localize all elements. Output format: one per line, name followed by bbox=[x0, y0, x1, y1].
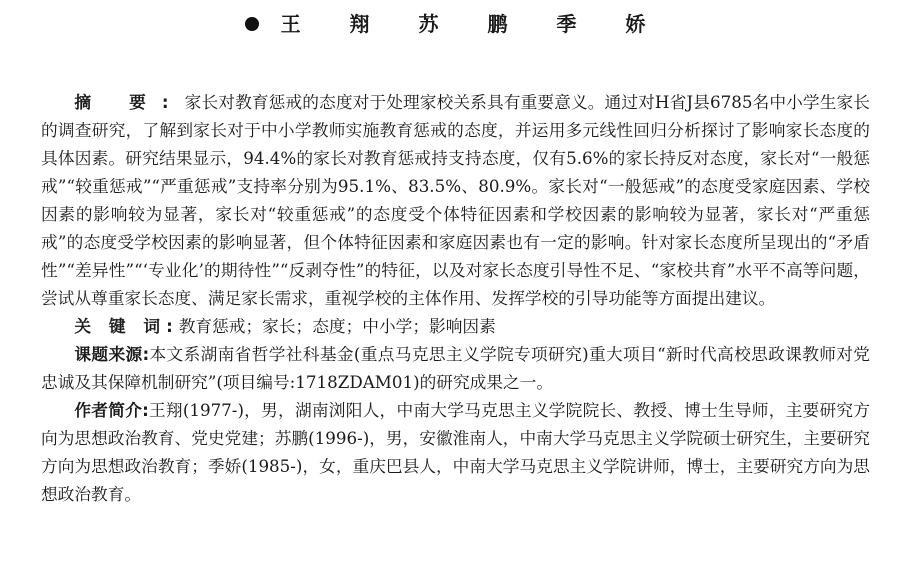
funding-paragraph bbox=[41, 340, 870, 396]
author-names: 王 翔 苏 鹏 季 娇 bbox=[280, 12, 667, 36]
article-front-matter bbox=[41, 88, 870, 508]
keywords-label: 关 键 词: bbox=[74, 316, 179, 336]
keywords-paragraph bbox=[41, 312, 870, 340]
author-bio-paragraph bbox=[41, 396, 870, 508]
author-bio-label: 作者简介: bbox=[74, 400, 149, 420]
funding-label: 课题来源: bbox=[74, 344, 150, 364]
funding-text: 本文系湖南省哲学社科基金(重点马克思主义学院专项研究)重大项目“新时代高校思政课教师对党忠诚及其保障机制研究”(项目编号:1718ZDAM01)的研究成果之一。 bbox=[41, 344, 870, 392]
author-line bbox=[0, 10, 911, 38]
abstract-label: 摘 要: bbox=[74, 92, 185, 112]
bullet-icon bbox=[245, 17, 259, 31]
abstract-text: 家长对教育惩戒的态度对于处理家校关系具有重要意义。通过对H省J县6785名中小学生家长的调查研究，了解到家长对于中小学教师实施教育惩戒的态度，并运用多元线性回归分析探讨了影响家长态度的具体因素。研究结果显示，94.4%的家长对教育惩戒持支持态度，仅有5.6%的家长持反对态度，家长对“一般惩戒”“较重惩戒”“严重惩戒”支持率分别为95.1%、83.5%、80.9%。家长对“一般惩戒”的态度受家庭因素、学校因素的影响较为显著，家长对“较重惩戒”的态度受个体特征因素和学校因素的影响较为显著，家长对“严重惩戒”的态度受学校因素的影响显著，但个体特征因素和家庭因素也有一定的影响。针对家长态度所呈现出的“矛盾性”“差异性”“‘专业化’的期待性”“反剥夺性”的特征，以及对家长态度引导性不足、“家校共育”水平不高等问题，尝试从尊重家长态度、满足家长需求，重视学校的主体作用、发挥学校的引导功能等方面提出建议。 bbox=[41, 92, 870, 308]
keywords-text: 教育惩戒；家长；态度；中小学；影响因素 bbox=[178, 316, 496, 336]
author-bio-text: 王翔(1977-)，男，湖南浏阳人，中南大学马克思主义学院院长、教授、博士生导师，主要研究方向为思想政治教育、党史党建；苏鹏(1996-)，男，安徽淮南人，中南大学马克思主义学院硕士研究生，主要研究方向为思想政治教育；季娇(1985-)，女，重庆巴县人，中南大学马克思主义学院讲师，博士，主要研究方向为思想政治教育。 bbox=[41, 400, 870, 504]
abstract-paragraph bbox=[41, 88, 870, 312]
